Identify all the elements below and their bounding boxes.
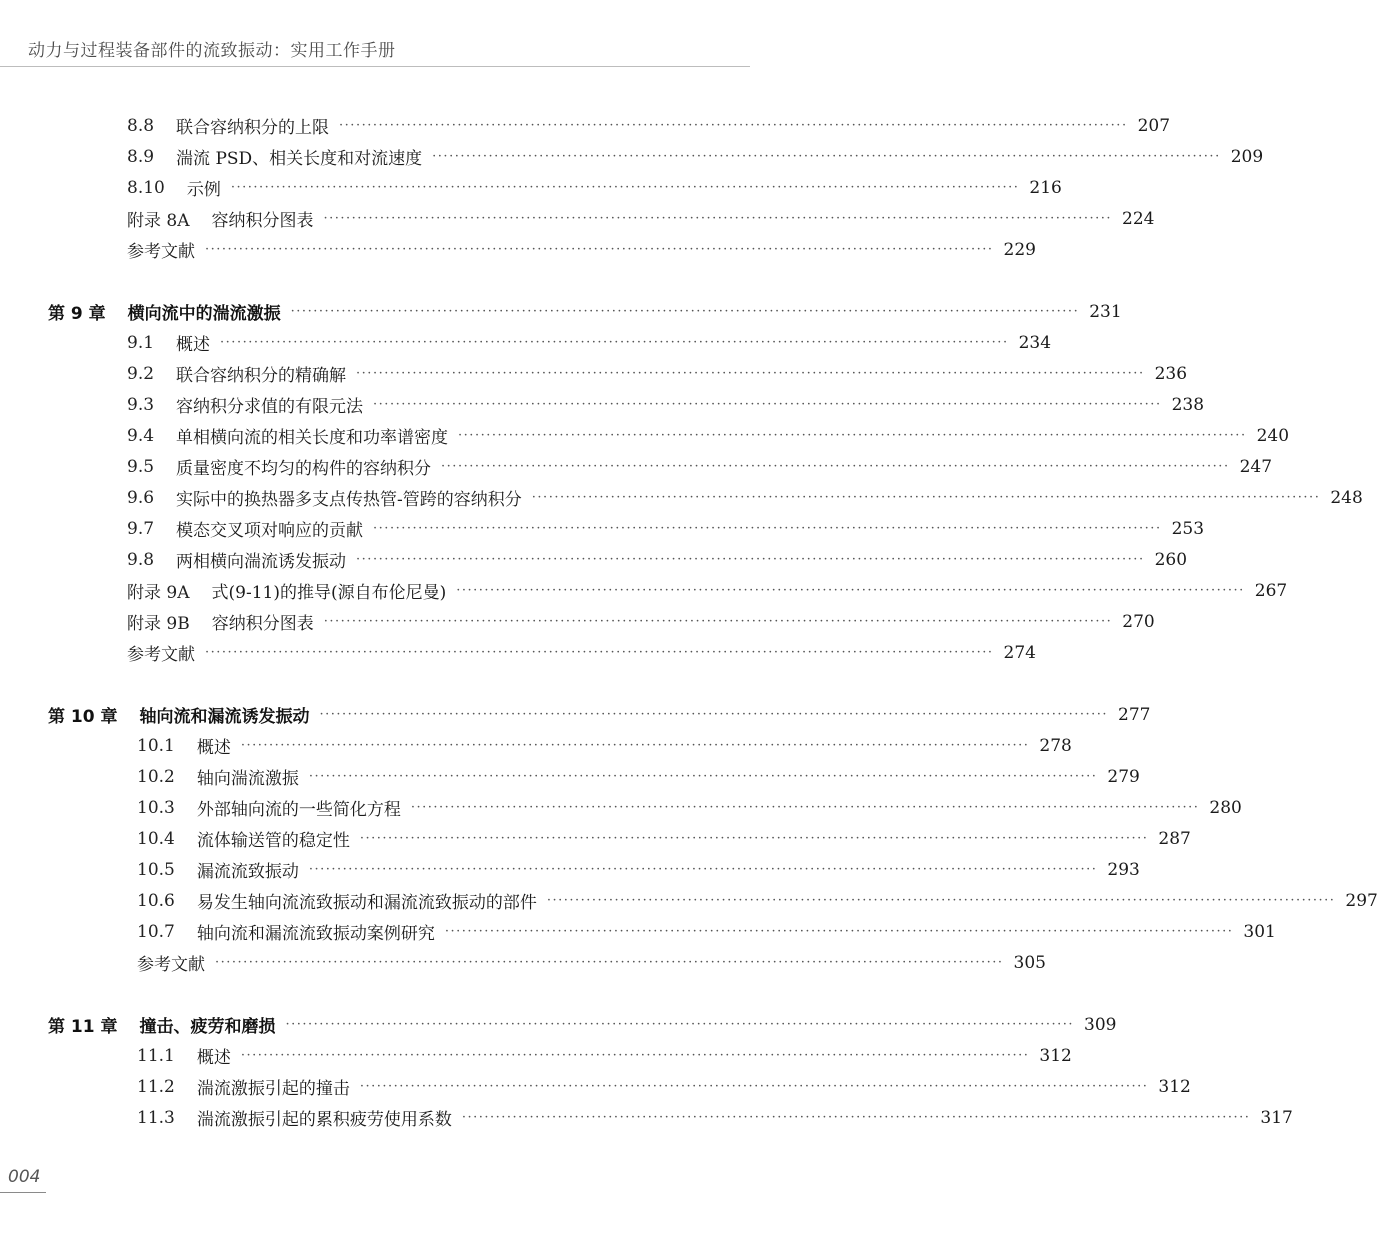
dot-leader: ············································································································································: [373, 397, 1162, 412]
toc-entry-title: 实际中的换热器多支点传热管-管跨的容纳积分: [176, 490, 522, 510]
toc-entry[interactable]: [0, 234, 1036, 265]
toc-entry-title: 参考文献: [127, 242, 195, 262]
toc-entry-title: 联合容纳积分的精确解: [176, 366, 347, 386]
toc-entry[interactable]: [0, 854, 1140, 885]
toc-entry-title: 轴向流和漏流流致振动案例研究: [196, 924, 435, 944]
toc-entry[interactable]: [0, 141, 1264, 172]
toc-entry-number: 10.6: [137, 890, 175, 911]
toc-entry-page: 297: [1345, 890, 1378, 911]
toc-entry-number: 附录 9A: [127, 583, 190, 603]
dot-leader: ············································································································································: [205, 242, 994, 257]
toc-entry-title: 概述: [196, 738, 231, 758]
dot-leader: ············································································································································: [308, 862, 1098, 877]
dot-leader: ············································································································································: [359, 1079, 1149, 1094]
toc-entry-page: 279: [1107, 766, 1140, 787]
toc-entry-title: 概述: [196, 1048, 231, 1068]
toc-entry-number: 9.7: [127, 518, 155, 539]
toc-entry-title: 示例: [186, 180, 221, 200]
dot-leader: ············································································································································: [356, 366, 1145, 381]
dot-leader: ············································································································································: [230, 180, 1020, 195]
dot-leader: ············································································································································: [432, 149, 1221, 164]
toc-entry-page: 301: [1243, 921, 1276, 942]
toc-entry-page: 274: [1003, 642, 1036, 663]
dot-leader: ············································································································································: [215, 955, 1004, 970]
toc-entry-page: 287: [1158, 828, 1191, 849]
toc-entry-number: 附录 9B: [127, 614, 190, 634]
page-number: 004: [8, 1167, 41, 1187]
toc-entry-page: 277: [1118, 704, 1151, 725]
toc-entry[interactable]: [0, 916, 1276, 947]
dot-leader: ············································································································································: [461, 1110, 1251, 1125]
toc-entry-title: 模态交叉项对响应的贡献: [176, 521, 364, 541]
toc-entry[interactable]: [0, 637, 1036, 668]
toc-entry-title: 容纳积分求值的有限元法: [176, 397, 364, 417]
dot-leader: ············································································································································: [456, 583, 1245, 598]
toc-entry[interactable]: [0, 482, 1363, 513]
toc-entry-number: 第 11 章: [48, 1017, 118, 1037]
toc-entry-page: 234: [1018, 332, 1052, 353]
toc-entry-page: 224: [1122, 208, 1155, 229]
toc-entry[interactable]: [0, 1071, 1191, 1102]
toc-entry-title: 撞击、疲劳和磨损: [139, 1017, 276, 1037]
toc-entry-number: 10.7: [137, 921, 175, 942]
toc-entry-title: 参考文献: [137, 955, 205, 975]
toc-entry-number: 9.6: [127, 487, 155, 508]
dot-leader: ············································································································································: [205, 645, 994, 660]
toc-entry-number: 8.9: [127, 146, 155, 167]
toc-entry-page: 209: [1230, 146, 1264, 167]
dot-leader: ············································································································································: [373, 521, 1162, 536]
dot-leader: ············································································································································: [240, 1048, 1030, 1063]
toc-entry[interactable]: [0, 823, 1191, 854]
toc-entry-number: 第 10 章: [48, 707, 118, 727]
toc-entry-number: 11.2: [137, 1076, 175, 1097]
toc-entry-title: 式(9-11)的推导(源自布伦尼曼): [211, 583, 447, 603]
toc-entry[interactable]: [0, 451, 1273, 482]
dot-leader: ············································································································································: [308, 769, 1098, 784]
toc-entry[interactable]: [0, 1102, 1293, 1133]
toc-entry-title: 外部轴向流的一些简化方程: [196, 800, 401, 820]
toc-entry-number: 8.10: [127, 177, 165, 198]
toc-entry-page: 240: [1256, 425, 1290, 446]
toc-entry-number: 10.1: [137, 735, 175, 756]
header-rule: [0, 66, 750, 67]
toc-entry[interactable]: [0, 885, 1378, 916]
toc-entry-page: 309: [1084, 1014, 1117, 1035]
dot-leader: ············································································································································: [323, 614, 1113, 629]
toc-chapter-entry[interactable]: [0, 1009, 1117, 1040]
dot-leader: ············································································································································: [319, 707, 1109, 722]
dot-leader: ············································································································································: [531, 490, 1321, 505]
toc-entry-number: 第 9 章: [48, 304, 106, 324]
dot-leader: ············································································································································: [290, 304, 1080, 319]
toc-entry[interactable]: [0, 389, 1205, 420]
toc-entry-page: 260: [1154, 549, 1188, 570]
dot-leader: ············································································································································: [458, 428, 1247, 443]
toc-entry-page: 305: [1013, 952, 1046, 973]
toc-entry-title: 漏流流致振动: [196, 862, 299, 882]
toc-entry-title: 单相横向流的相关长度和功率谱密度: [176, 428, 449, 448]
toc-entry-title: 概述: [176, 335, 211, 355]
dot-leader: ············································································································································: [285, 1017, 1075, 1032]
toc-entry-title: 容纳积分图表: [211, 211, 314, 231]
toc-entry-page: 253: [1171, 518, 1205, 539]
dot-leader: ············································································································································: [220, 335, 1009, 350]
toc-entry-title: 轴向流和漏流诱发振动: [139, 707, 310, 727]
toc-entry-number: 8.8: [127, 115, 155, 136]
toc-entry-number: 10.4: [137, 828, 175, 849]
toc-entry-title: 联合容纳积分的上限: [176, 118, 330, 138]
toc-entry-number: 9.8: [127, 549, 155, 570]
toc-entry-page: 247: [1239, 456, 1273, 477]
dot-leader: ············································································································································: [410, 800, 1200, 815]
toc-entry[interactable]: [0, 792, 1242, 823]
toc-entry-page: 312: [1039, 1045, 1072, 1066]
toc-entry[interactable]: [0, 761, 1140, 792]
toc-entry[interactable]: [0, 358, 1188, 389]
toc-entry-title: 轴向湍流激振: [196, 769, 299, 789]
dot-leader: ············································································································································: [356, 552, 1145, 567]
toc-entry-number: 附录 8A: [127, 211, 190, 231]
footer-rule: [0, 1192, 46, 1193]
toc-entry-number: 9.1: [127, 332, 155, 353]
toc-entry[interactable]: [0, 172, 1062, 203]
toc-entry-page: 278: [1039, 735, 1072, 756]
toc-entry-title: 参考文献: [127, 645, 195, 665]
dot-leader: ············································································································································: [323, 211, 1113, 226]
toc-entry-page: 229: [1003, 239, 1036, 260]
toc-entry[interactable]: [0, 730, 1072, 761]
toc-entry-title: 横向流中的湍流激振: [127, 304, 281, 324]
toc-entry[interactable]: [0, 575, 1288, 606]
toc-entry-number: 9.5: [127, 456, 155, 477]
toc-entry-number: 10.2: [137, 766, 175, 787]
toc-entry-number: 9.2: [127, 363, 155, 384]
toc-entry-page: 293: [1107, 859, 1140, 880]
dot-leader: ············································································································································: [240, 738, 1030, 753]
toc-entry[interactable]: [0, 327, 1052, 358]
toc-entry-number: 9.3: [127, 394, 155, 415]
dot-leader: ············································································································································: [546, 893, 1336, 908]
toc-entry-title: 湍流 PSD、相关长度和对流速度: [176, 149, 423, 169]
toc-entry-page: 312: [1158, 1076, 1191, 1097]
dot-leader: ············································································································································: [359, 831, 1149, 846]
toc-entry[interactable]: [0, 420, 1290, 451]
toc-entry-page: 207: [1137, 115, 1171, 136]
toc-entry-page: 236: [1154, 363, 1188, 384]
toc-entry[interactable]: [0, 606, 1155, 637]
toc-chapter-entry[interactable]: [0, 699, 1151, 730]
toc-entry-title: 湍流激振引起的撞击: [196, 1079, 350, 1099]
toc-entry-page: 280: [1209, 797, 1242, 818]
toc-entry-title: 易发生轴向流流致振动和漏流流致振动的部件: [196, 893, 537, 913]
toc-entry[interactable]: [0, 110, 1171, 141]
toc-entry[interactable]: [0, 544, 1188, 575]
toc-entry-page: 248: [1330, 487, 1363, 508]
toc-entry[interactable]: [0, 1040, 1072, 1071]
toc-entry[interactable]: [0, 947, 1046, 978]
toc-entry[interactable]: [0, 203, 1155, 234]
running-header: 动力与过程装备部件的流致振动：实用工作手册: [28, 41, 396, 61]
toc-entry-number: 11.3: [137, 1107, 175, 1128]
toc-entry-page: 231: [1089, 301, 1122, 322]
toc-entry-page: 216: [1029, 177, 1062, 198]
dot-leader: ············································································································································: [441, 459, 1230, 474]
toc-entry-number: 11.1: [137, 1045, 175, 1066]
toc-chapter-entry[interactable]: [0, 296, 1122, 327]
toc-entry-title: 湍流激振引起的累积疲劳使用系数: [196, 1110, 452, 1130]
toc-entry-title: 容纳积分图表: [211, 614, 314, 634]
toc-entry[interactable]: [0, 513, 1205, 544]
toc-entry-page: 317: [1260, 1107, 1293, 1128]
dot-leader: ············································································································································: [444, 924, 1234, 939]
toc-entry-title: 流体输送管的稳定性: [196, 831, 350, 851]
toc-entry-number: 9.4: [127, 425, 155, 446]
toc-entry-page: 267: [1254, 580, 1288, 601]
toc-entry-page: 238: [1171, 394, 1205, 415]
toc-entry-number: 10.5: [137, 859, 175, 880]
toc-entry-page: 270: [1122, 611, 1155, 632]
toc-entry-title: 两相横向湍流诱发振动: [176, 552, 347, 572]
dot-leader: ············································································································································: [339, 118, 1128, 133]
toc-entry-number: 10.3: [137, 797, 175, 818]
toc-entry-title: 质量密度不均匀的构件的容纳积分: [176, 459, 432, 479]
